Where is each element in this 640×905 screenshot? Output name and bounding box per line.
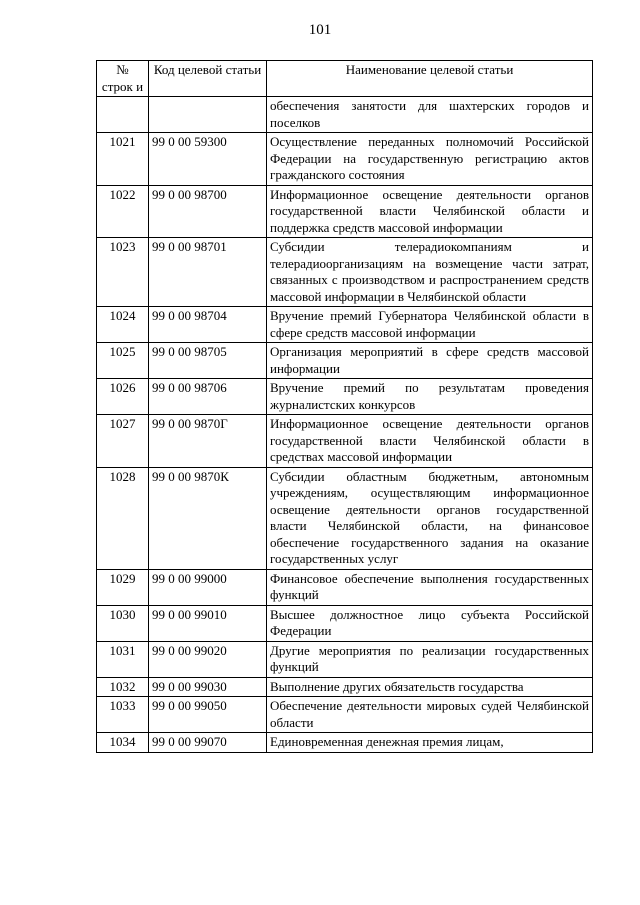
target-name-cell: Другие мероприятия по реализации государственных функций <box>267 641 593 677</box>
row-number-cell: 1023 <box>97 238 149 307</box>
target-name-cell: Осуществление переданных полномочий Российской Федерации на государственную регистрацию актов гражданского состояния <box>267 133 593 186</box>
table-row <box>97 238 593 307</box>
header-target-code: Код целевой статьи <box>149 61 267 97</box>
header-target-name: Наименование целевой статьи <box>267 61 593 97</box>
header-row-number: № строк и <box>97 61 149 97</box>
target-name-cell: Субсидии телерадиокомпаниям и телерадиоорганизациям на возмещение части затрат, связанных с производством и распространением средств массовой информации в Челябинской области <box>267 238 593 307</box>
target-name-cell: Выполнение других обязательств государства <box>267 677 593 697</box>
target-code-cell: 99 0 00 99000 <box>149 569 267 605</box>
target-name-cell: Обеспечение деятельности мировых судей Челябинской области <box>267 697 593 733</box>
row-number-cell: 1027 <box>97 415 149 468</box>
table-row <box>97 467 593 569</box>
target-code-cell: 99 0 00 99010 <box>149 605 267 641</box>
row-number-cell: 1026 <box>97 379 149 415</box>
table-row <box>97 641 593 677</box>
target-code-cell: 99 0 00 99050 <box>149 697 267 733</box>
target-name-cell: обеспечения занятости для шахтерских городов и поселков <box>267 97 593 133</box>
target-code-cell: 99 0 00 98700 <box>149 185 267 238</box>
row-number-cell: 1033 <box>97 697 149 733</box>
target-code-cell: 99 0 00 98704 <box>149 307 267 343</box>
target-code-cell: 99 0 00 9870Г <box>149 415 267 468</box>
target-code-cell: 99 0 00 99020 <box>149 641 267 677</box>
target-code-cell: 99 0 00 9870К <box>149 467 267 569</box>
row-number-cell: 1024 <box>97 307 149 343</box>
target-name-cell: Информационное освещение деятельности органов государственной власти Челябинской области и поддержка средств массовой информации <box>267 185 593 238</box>
row-number-cell: 1029 <box>97 569 149 605</box>
row-number-cell: 1032 <box>97 677 149 697</box>
target-code-cell: 99 0 00 99070 <box>149 733 267 753</box>
table-header-row <box>97 61 593 97</box>
target-code-cell <box>149 97 267 133</box>
table-body <box>97 97 593 753</box>
table-row <box>97 343 593 379</box>
target-code-cell: 99 0 00 59300 <box>149 133 267 186</box>
row-number-cell: 1034 <box>97 733 149 753</box>
row-number-cell: 1031 <box>97 641 149 677</box>
row-number-cell: 1028 <box>97 467 149 569</box>
table-row <box>97 677 593 697</box>
table-row <box>97 605 593 641</box>
table-row <box>97 97 593 133</box>
table-row <box>97 697 593 733</box>
row-number-cell: 1025 <box>97 343 149 379</box>
row-number-cell: 1022 <box>97 185 149 238</box>
table-row <box>97 415 593 468</box>
target-code-cell: 99 0 00 98701 <box>149 238 267 307</box>
target-code-cell: 99 0 00 98706 <box>149 379 267 415</box>
target-name-cell: Информационное освещение деятельности органов государственной власти Челябинской области в средствах массовой информации <box>267 415 593 468</box>
table-row <box>97 569 593 605</box>
target-name-cell: Вручение премий по результатам проведения журналистских конкурсов <box>267 379 593 415</box>
target-code-cell: 99 0 00 99030 <box>149 677 267 697</box>
target-code-cell: 99 0 00 98705 <box>149 343 267 379</box>
page-number: 101 <box>308 22 332 38</box>
table-row <box>97 133 593 186</box>
target-name-cell: Субсидии областным бюджетным, автономным учреждениям, осуществляющим информационное освещение деятельности органов государственной власти Челябинской области, на финансовое обеспечение государственного задания на оказание государственных услуг <box>267 467 593 569</box>
target-name-cell: Единовременная денежная премия лицам, <box>267 733 593 753</box>
target-name-cell: Вручение премий Губернатора Челябинской области в сфере средств массовой информации <box>267 307 593 343</box>
target-name-cell: Финансовое обеспечение выполнения государственных функций <box>267 569 593 605</box>
table-row <box>97 185 593 238</box>
row-number-cell: 1030 <box>97 605 149 641</box>
table-row <box>97 733 593 753</box>
row-number-cell: 1021 <box>97 133 149 186</box>
target-name-cell: Высшее должностное лицо субъекта Российской Федерации <box>267 605 593 641</box>
table-row <box>97 379 593 415</box>
row-number-cell <box>97 97 149 133</box>
target-articles-table <box>96 60 593 753</box>
table-row <box>97 307 593 343</box>
target-name-cell: Организация мероприятий в сфере средств массовой информации <box>267 343 593 379</box>
